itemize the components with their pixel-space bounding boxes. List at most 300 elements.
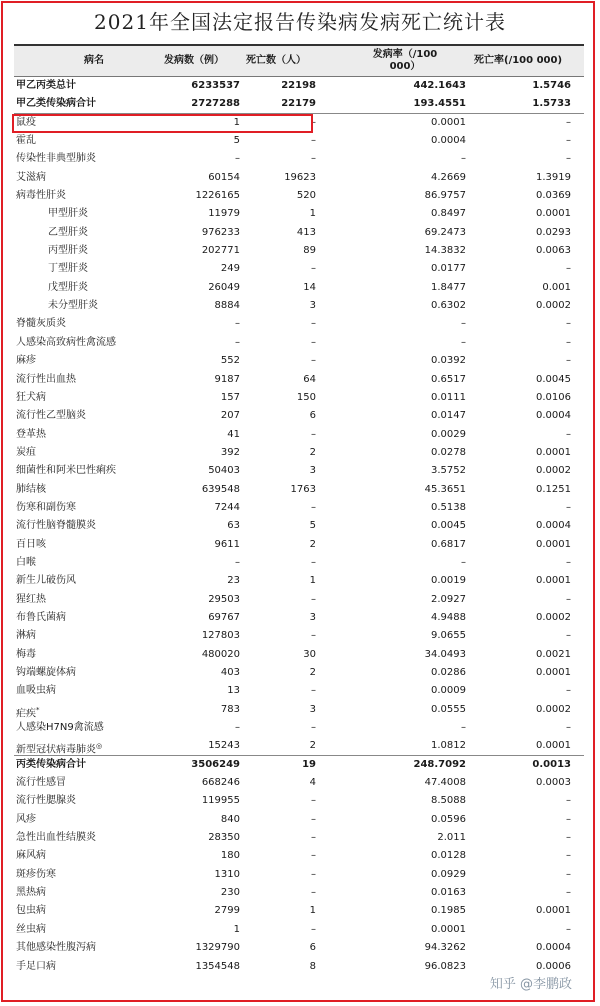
- disease-name-cell: 手足口病: [16, 960, 56, 972]
- header-cases: 发病数（例）: [164, 55, 224, 66]
- cases-cell: 202771: [201, 245, 240, 257]
- table-row: [14, 132, 584, 150]
- incidence-cell: 4.2669: [431, 171, 466, 183]
- cases-cell: –: [235, 722, 240, 734]
- mortality-cell: 0.0001: [536, 575, 571, 587]
- deaths-cell: 3: [309, 703, 316, 715]
- mortality-cell: 0.0293: [536, 226, 571, 238]
- table-row: [14, 811, 584, 829]
- mortality-cell: –: [566, 263, 571, 275]
- deaths-cell: –: [311, 501, 316, 513]
- statistics-table: [14, 44, 584, 976]
- cases-cell: 976233: [201, 226, 240, 238]
- cases-cell: 41: [227, 428, 240, 440]
- table-row: [14, 371, 584, 389]
- incidence-cell: 1.8477: [431, 281, 466, 293]
- disease-name-cell: 狂犬病: [16, 391, 46, 403]
- cases-cell: 9187: [214, 373, 240, 385]
- disease-name-cell: 戊型肝炎: [48, 281, 88, 293]
- deaths-cell: 3: [309, 465, 316, 477]
- incidence-cell: 0.6817: [431, 538, 466, 550]
- disease-name-cell: 新型冠状病毒肺炎◎: [16, 742, 103, 756]
- cases-cell: 6233537: [191, 80, 240, 91]
- cases-cell: 180: [220, 850, 240, 862]
- deaths-cell: 2: [309, 667, 316, 678]
- deaths-cell: 520: [296, 190, 316, 202]
- cases-cell: 9611: [214, 538, 240, 550]
- incidence-cell: 45.3651: [424, 483, 466, 495]
- table-row: [14, 627, 584, 645]
- deaths-cell: 2: [309, 538, 316, 550]
- mortality-cell: 0.0063: [536, 245, 571, 257]
- disease-name-cell: 艾滋病: [16, 171, 46, 183]
- disease-name-cell: 布鲁氏菌病: [16, 611, 66, 623]
- table-row: [14, 224, 584, 242]
- disease-name-cell: 急性出血性结膜炎: [16, 832, 96, 844]
- deaths-cell: –: [311, 355, 316, 367]
- incidence-cell: 2.0927: [431, 593, 466, 605]
- incidence-cell: 0.0286: [431, 667, 466, 678]
- table-row: [14, 719, 584, 737]
- cases-cell: 7244: [214, 501, 240, 513]
- deaths-cell: 5: [309, 520, 316, 532]
- deaths-cell: 2: [309, 446, 316, 458]
- mortality-cell: –: [566, 501, 571, 513]
- deaths-cell: 64: [303, 373, 316, 385]
- cases-cell: 1: [233, 116, 240, 128]
- incidence-cell: 96.0823: [424, 960, 466, 972]
- deaths-cell: 89: [303, 245, 316, 257]
- disease-name-cell: 丙型肝炎: [48, 245, 88, 257]
- table-row: [14, 536, 584, 554]
- mortality-cell: 0.0004: [536, 410, 571, 422]
- mortality-cell: –: [566, 428, 571, 440]
- deaths-cell: 22198: [281, 80, 316, 91]
- cases-cell: 60154: [208, 171, 240, 183]
- mortality-cell: –: [566, 336, 571, 348]
- incidence-cell: –: [461, 153, 466, 165]
- cases-cell: 13: [227, 685, 240, 697]
- header-deaths: 死亡数（人）: [246, 55, 306, 66]
- incidence-cell: 0.0128: [431, 850, 466, 862]
- table-row: [14, 554, 584, 572]
- mortality-cell: 0.0021: [536, 648, 571, 660]
- plague-row-highlight-box: [12, 114, 313, 133]
- cases-cell: –: [235, 318, 240, 330]
- table-row: [14, 242, 584, 260]
- table-row: [14, 701, 584, 719]
- mortality-cell: 0.0002: [536, 611, 571, 623]
- mortality-cell: –: [566, 556, 571, 568]
- deaths-cell: 8: [309, 960, 316, 972]
- disease-name-cell: 血吸虫病: [16, 685, 56, 697]
- mortality-cell: 0.0001: [536, 667, 571, 678]
- deaths-cell: –: [311, 923, 316, 935]
- disease-name-cell: 流行性乙型脑炎: [16, 410, 86, 422]
- incidence-cell: 0.8497: [431, 208, 466, 220]
- table-row: [14, 774, 584, 792]
- mortality-cell: 0.0001: [536, 208, 571, 220]
- disease-name-cell: 未分型肝炎: [48, 300, 98, 312]
- mortality-cell: –: [566, 887, 571, 899]
- deaths-cell: 1: [309, 905, 316, 917]
- disease-name-cell: 甲乙丙类总计: [16, 80, 76, 91]
- table-row: [14, 389, 584, 407]
- deaths-cell: 3: [309, 611, 316, 623]
- disease-name-cell: 流行性腮腺炎: [16, 795, 76, 807]
- deaths-cell: 6: [309, 942, 316, 954]
- mortality-cell: 0.0001: [536, 446, 571, 458]
- incidence-cell: 0.0019: [431, 575, 466, 587]
- cases-cell: 15243: [208, 740, 240, 752]
- table-row: [14, 902, 584, 920]
- disease-name-cell: 淋病: [16, 630, 36, 642]
- deaths-cell: –: [311, 135, 316, 147]
- deaths-cell: –: [311, 832, 316, 844]
- cases-cell: 5: [233, 135, 240, 147]
- cases-cell: 23: [227, 575, 240, 587]
- deaths-cell: –: [311, 813, 316, 825]
- table-row: [14, 334, 584, 352]
- incidence-cell: 0.6517: [431, 373, 466, 385]
- disease-name-cell: 梅毒: [16, 648, 36, 660]
- table-row: [14, 297, 584, 315]
- cases-cell: 1310: [214, 868, 240, 880]
- incidence-cell: 0.0278: [431, 446, 466, 458]
- table-header-row: [14, 46, 584, 77]
- incidence-cell: 34.0493: [424, 648, 466, 660]
- header-disease-name: 病名: [84, 55, 104, 66]
- table-row: [14, 95, 584, 113]
- mortality-cell: 0.1251: [536, 483, 571, 495]
- deaths-cell: –: [311, 318, 316, 330]
- incidence-cell: 0.0392: [431, 355, 466, 367]
- disease-name-cell: 流行性感冒: [16, 777, 66, 789]
- mortality-cell: –: [566, 630, 571, 642]
- cases-cell: 1354548: [195, 960, 240, 972]
- disease-name-cell: 细菌性和阿米巴性痢疾: [16, 465, 116, 477]
- deaths-cell: –: [311, 850, 316, 862]
- disease-name-cell: 麻风病: [16, 850, 46, 862]
- table-row: [14, 921, 584, 939]
- disease-name-cell: 钩端螺旋体病: [16, 667, 76, 678]
- incidence-cell: 0.0001: [431, 923, 466, 935]
- incidence-cell: 4.9488: [431, 611, 466, 623]
- footnote-marker: *: [36, 705, 40, 714]
- mortality-cell: 0.0006: [536, 960, 571, 972]
- mortality-cell: 0.0002: [536, 465, 571, 477]
- cases-cell: 26049: [208, 281, 240, 293]
- table-row: [14, 939, 584, 957]
- disease-name-cell: 白喉: [16, 556, 36, 568]
- table-row: [14, 756, 584, 774]
- incidence-cell: 0.0029: [431, 428, 466, 440]
- incidence-cell: 0.0147: [431, 410, 466, 422]
- table-row: [14, 169, 584, 187]
- table-row: [14, 187, 584, 205]
- cases-cell: 29503: [208, 593, 240, 605]
- incidence-cell: 0.0045: [431, 520, 466, 532]
- table-row: [14, 407, 584, 425]
- deaths-cell: –: [311, 868, 316, 880]
- table-row: [14, 315, 584, 333]
- mortality-cell: –: [566, 868, 571, 880]
- disease-name-cell: 炭疽: [16, 446, 36, 458]
- deaths-cell: –: [311, 263, 316, 275]
- cases-cell: 119955: [201, 795, 240, 807]
- cases-cell: 2727288: [191, 98, 240, 110]
- cases-cell: 11979: [208, 208, 240, 220]
- disease-name-cell: 脊髓灰质炎: [16, 318, 66, 330]
- mortality-cell: 0.0106: [536, 391, 571, 403]
- deaths-cell: 150: [296, 391, 316, 403]
- mortality-cell: 0.0369: [536, 190, 571, 202]
- disease-name-cell: 其他感染性腹泻病: [16, 942, 96, 954]
- disease-name-cell: 肺结核: [16, 483, 46, 495]
- disease-name-cell: 斑疹伤寒: [16, 868, 56, 880]
- incidence-cell: 1.0812: [431, 740, 466, 752]
- disease-name-cell: 黑热病: [16, 887, 46, 899]
- disease-name-cell: 流行性脑脊髓膜炎: [16, 520, 96, 532]
- cases-cell: 249: [220, 263, 240, 275]
- table-row: [14, 279, 584, 297]
- header-incidence: 发病率（/100 000）: [372, 49, 438, 72]
- deaths-cell: –: [311, 428, 316, 440]
- table-row: [14, 866, 584, 884]
- mortality-cell: –: [566, 685, 571, 697]
- disease-name-cell: 新生儿破伤风: [16, 575, 76, 587]
- mortality-cell: –: [566, 153, 571, 165]
- disease-name-cell: 流行性出血热: [16, 373, 76, 385]
- disease-name-cell: 麻疹: [16, 355, 36, 367]
- incidence-cell: 0.1985: [431, 905, 466, 917]
- disease-name-cell: 乙型肝炎: [48, 226, 88, 238]
- incidence-cell: 0.0555: [431, 703, 466, 715]
- deaths-cell: –: [311, 887, 316, 899]
- cases-cell: 69767: [208, 611, 240, 623]
- cases-cell: 1329790: [195, 942, 240, 954]
- cases-cell: 127803: [201, 630, 240, 642]
- cases-cell: 403: [220, 667, 240, 678]
- cases-cell: 1226165: [195, 190, 240, 202]
- mortality-cell: 1.3919: [536, 171, 571, 183]
- deaths-cell: 30: [303, 648, 316, 660]
- incidence-cell: 9.0655: [431, 630, 466, 642]
- deaths-cell: –: [311, 630, 316, 642]
- table-row: [14, 792, 584, 810]
- deaths-cell: 19: [302, 758, 316, 770]
- cases-cell: 3506249: [191, 758, 240, 770]
- disease-name-cell: 登革热: [16, 428, 46, 440]
- incidence-cell: 0.0929: [431, 868, 466, 880]
- cases-cell: –: [235, 336, 240, 348]
- cases-cell: –: [235, 153, 240, 165]
- incidence-cell: 86.9757: [424, 190, 466, 202]
- deaths-cell: –: [311, 336, 316, 348]
- disease-name-cell: 疟疾*: [16, 705, 40, 720]
- zhihu-watermark: 知乎 @李鹏政: [489, 977, 572, 992]
- incidence-cell: –: [461, 556, 466, 568]
- table-row: [14, 664, 584, 682]
- cases-cell: 639548: [201, 483, 240, 495]
- mortality-cell: –: [566, 135, 571, 147]
- disease-name-cell: 丁型肝炎: [48, 263, 88, 275]
- table-row: [14, 77, 584, 95]
- disease-name-cell: 人感染高致病性禽流感: [16, 336, 116, 348]
- disease-name-cell: 丝虫病: [16, 923, 46, 935]
- disease-name-cell: 猩红热: [16, 593, 46, 605]
- incidence-cell: 0.0177: [431, 263, 466, 275]
- deaths-cell: –: [311, 685, 316, 697]
- table-row: [14, 737, 584, 755]
- mortality-cell: 0.0002: [536, 703, 571, 715]
- table-row: [14, 609, 584, 627]
- disease-name-cell: 甲乙类传染病合计: [16, 98, 96, 110]
- footnote-marker: ◎: [96, 742, 103, 751]
- table-row: [14, 205, 584, 223]
- incidence-cell: –: [461, 318, 466, 330]
- disease-name-cell: 百日咳: [16, 538, 46, 550]
- mortality-cell: –: [566, 722, 571, 734]
- deaths-cell: –: [311, 593, 316, 605]
- incidence-cell: –: [461, 722, 466, 734]
- cases-cell: –: [235, 556, 240, 568]
- incidence-cell: 0.0009: [431, 685, 466, 697]
- deaths-cell: –: [311, 722, 316, 734]
- disease-name-cell: 传染性非典型肺炎: [16, 153, 96, 165]
- mortality-cell: 0.0013: [532, 758, 571, 770]
- header-mortality: 死亡率(/100 000): [474, 55, 563, 66]
- table-row: [14, 150, 584, 168]
- incidence-cell: 0.5138: [431, 501, 466, 513]
- deaths-cell: –: [311, 116, 316, 128]
- cases-cell: 8884: [214, 300, 240, 312]
- mortality-cell: –: [566, 593, 571, 605]
- mortality-cell: 0.0002: [536, 300, 571, 312]
- mortality-cell: 0.0001: [536, 905, 571, 917]
- deaths-cell: 1: [309, 575, 316, 587]
- disease-name-cell: 甲型肝炎: [48, 208, 88, 220]
- cases-cell: 668246: [201, 777, 240, 789]
- incidence-cell: 0.0001: [431, 116, 466, 128]
- incidence-cell: 0.0596: [431, 813, 466, 825]
- disease-name-cell: 鼠疫: [16, 116, 36, 128]
- cases-cell: 392: [220, 446, 240, 458]
- mortality-cell: –: [566, 795, 571, 807]
- deaths-cell: –: [311, 795, 316, 807]
- table-row: [14, 591, 584, 609]
- mortality-cell: 0.0001: [536, 538, 571, 550]
- table-row: [14, 426, 584, 444]
- mortality-cell: 1.5746: [532, 80, 571, 91]
- table-row: [14, 572, 584, 590]
- mortality-cell: –: [566, 813, 571, 825]
- mortality-cell: 0.0004: [536, 942, 571, 954]
- incidence-cell: 2.011: [437, 832, 466, 844]
- mortality-cell: 0.0045: [536, 373, 571, 385]
- incidence-cell: 0.6302: [431, 300, 466, 312]
- table-row: [14, 444, 584, 462]
- disease-name-cell: 丙类传染病合计: [16, 758, 86, 770]
- incidence-cell: 14.3832: [424, 245, 466, 257]
- mortality-cell: 0.0003: [536, 777, 571, 789]
- deaths-cell: 3: [309, 300, 316, 312]
- deaths-cell: 14: [303, 281, 316, 293]
- mortality-cell: –: [566, 850, 571, 862]
- table-row: [14, 884, 584, 902]
- incidence-cell: 0.0163: [431, 887, 466, 899]
- incidence-cell: 8.5088: [431, 795, 466, 807]
- mortality-cell: –: [566, 832, 571, 844]
- deaths-cell: 6: [309, 410, 316, 422]
- table-row: [14, 260, 584, 278]
- deaths-cell: 1763: [290, 483, 316, 495]
- cases-cell: 28350: [208, 832, 240, 844]
- mortality-cell: –: [566, 318, 571, 330]
- table-row: [14, 517, 584, 535]
- deaths-cell: –: [311, 556, 316, 568]
- cases-cell: 2799: [214, 905, 240, 917]
- incidence-cell: 3.5752: [431, 465, 466, 477]
- cases-cell: 230: [220, 887, 240, 899]
- deaths-cell: 1: [309, 208, 316, 220]
- cases-cell: 783: [220, 703, 240, 715]
- cases-cell: 552: [220, 355, 240, 367]
- mortality-cell: –: [566, 116, 571, 128]
- table-title: 2021年全国法定报告传染病发病死亡统计表: [94, 10, 506, 34]
- incidence-cell: 193.4551: [413, 98, 466, 110]
- deaths-cell: 2: [309, 740, 316, 752]
- table-row: [14, 829, 584, 847]
- cases-cell: 840: [220, 813, 240, 825]
- deaths-cell: 4: [309, 777, 316, 789]
- table-row: [14, 847, 584, 865]
- mortality-cell: 0.0001: [536, 740, 571, 752]
- table-row: [14, 646, 584, 664]
- incidence-cell: 0.0111: [431, 391, 466, 403]
- incidence-cell: 94.3262: [424, 942, 466, 954]
- cases-cell: 1: [233, 923, 240, 935]
- deaths-cell: 413: [296, 226, 316, 238]
- cases-cell: 480020: [201, 648, 240, 660]
- incidence-cell: 442.1643: [413, 80, 466, 91]
- cases-cell: 157: [220, 391, 240, 403]
- disease-name-cell: 风疹: [16, 813, 36, 825]
- cases-cell: 63: [227, 520, 240, 532]
- disease-name-cell: 伤寒和副伤寒: [16, 501, 76, 513]
- disease-name-cell: 霍乱: [16, 135, 36, 147]
- mortality-cell: –: [566, 923, 571, 935]
- disease-name-cell: 人感染H7N9禽流感: [16, 722, 104, 734]
- disease-name-cell: 包虫病: [16, 905, 46, 917]
- incidence-cell: 0.0004: [431, 135, 466, 147]
- mortality-cell: 0.001: [542, 281, 571, 293]
- incidence-cell: 47.4008: [424, 777, 466, 789]
- table-row: [14, 352, 584, 370]
- table-row: [14, 481, 584, 499]
- incidence-cell: 69.2473: [424, 226, 466, 238]
- table-row: [14, 682, 584, 700]
- incidence-cell: –: [461, 336, 466, 348]
- table-row: [14, 462, 584, 480]
- table-body: [14, 77, 584, 976]
- cases-cell: 50403: [208, 465, 240, 477]
- mortality-cell: –: [566, 355, 571, 367]
- disease-name-cell: 病毒性肝炎: [16, 190, 66, 202]
- deaths-cell: 19623: [284, 171, 316, 183]
- table-row: [14, 499, 584, 517]
- cases-cell: 207: [220, 410, 240, 422]
